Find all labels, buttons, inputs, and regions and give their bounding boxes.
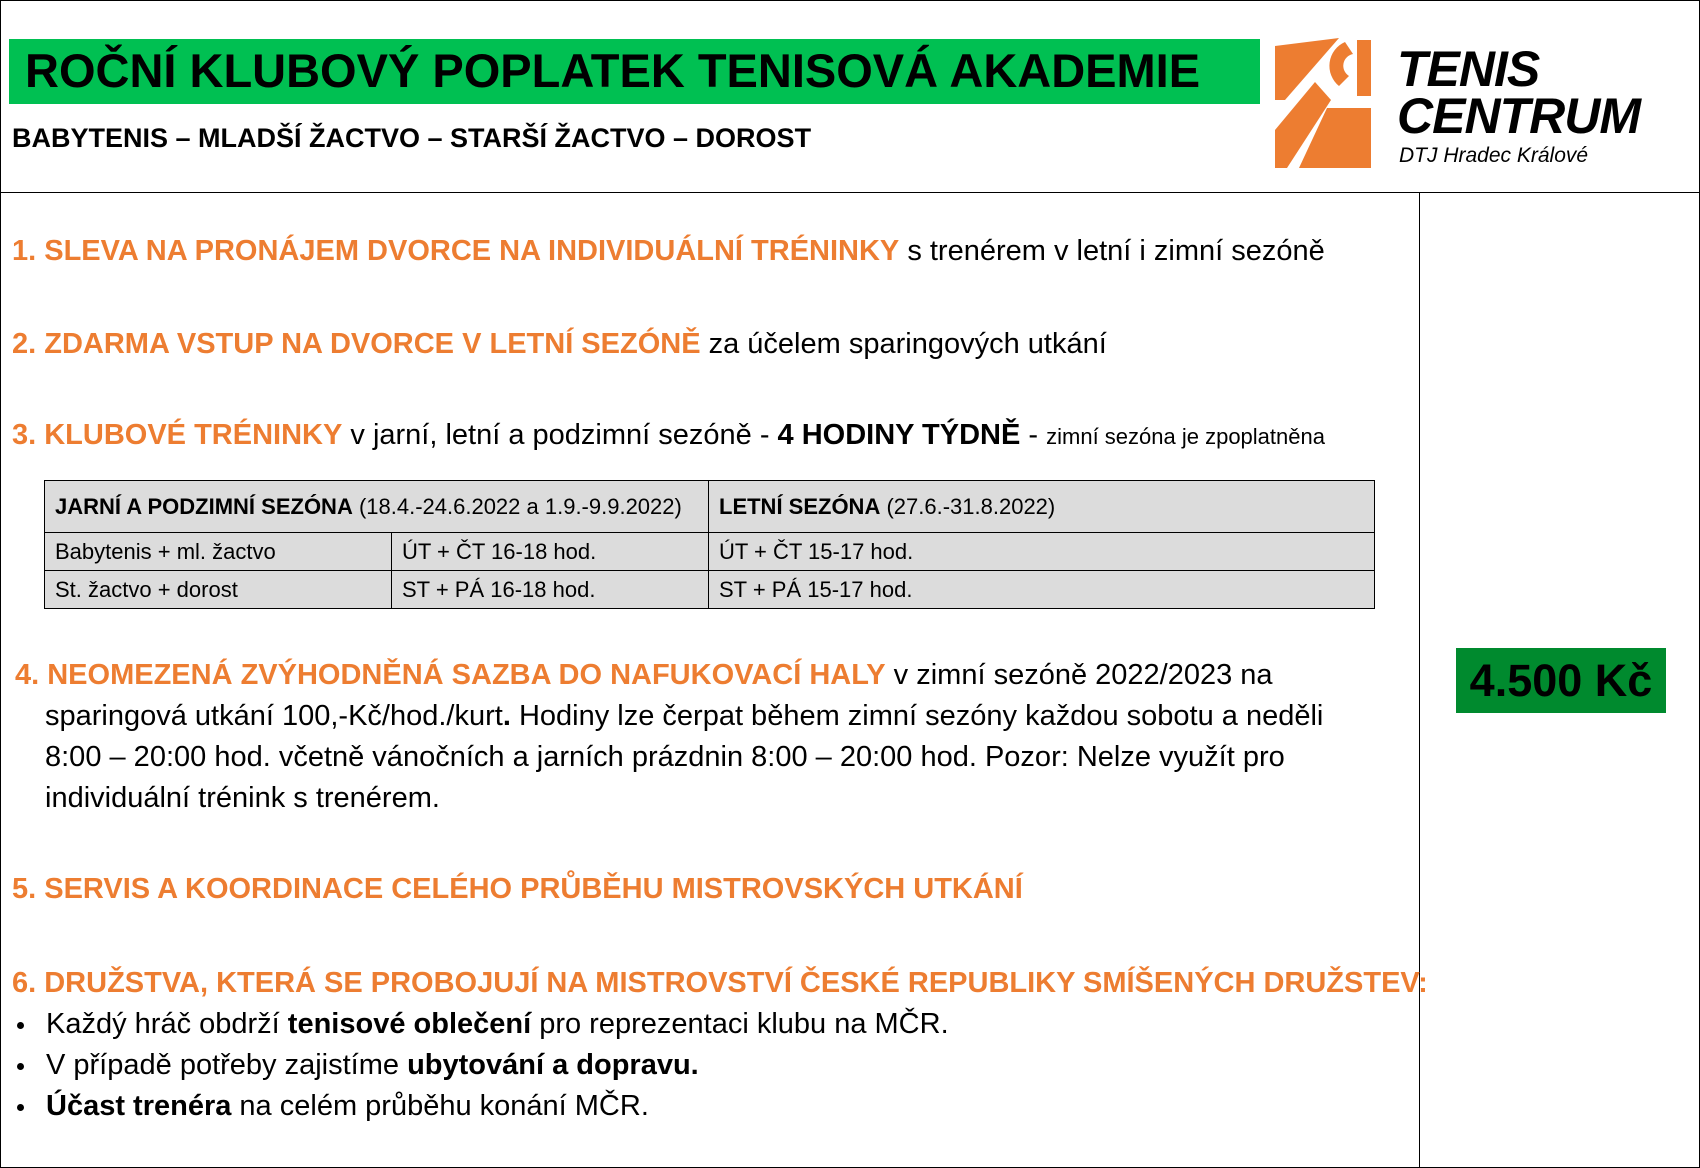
benefit-4-text: v zimní sezóně 2022/2023 na	[885, 659, 1273, 691]
list-item	[14, 1086, 949, 1127]
benefit-4-rate: sparingová utkání 100,-Kč/hod./kurt	[45, 700, 503, 732]
benefit-4-line1	[15, 655, 1410, 696]
bullet-icon	[17, 1104, 24, 1111]
bullet-icon	[17, 1022, 24, 1029]
benefit-4-period: .	[502, 700, 511, 732]
summer-cell: ST + PÁ 15-17 hod.	[709, 571, 1375, 609]
summer-cell: ÚT + ČT 15-17 hod.	[709, 533, 1375, 571]
list-item-bold: Účast trenéra	[46, 1090, 232, 1122]
benefit-2-text: za účelem sparingových utkání	[700, 328, 1107, 360]
benefit-1-text: s trenérem v letní i zimní sezóně	[899, 235, 1325, 267]
benefit-3-text: v jarní, letní a podzimní sezóně -	[342, 419, 778, 451]
benefit-3-dash: -	[1020, 419, 1047, 451]
summer-dates: (27.6.-31.8.2022)	[880, 493, 1056, 519]
header-divider	[0, 192, 1700, 193]
price-badge	[1456, 648, 1666, 713]
benefit-4-heading: 4. NEOMEZENÁ ZVÝHODNĚNÁ SAZBA DO NAFUKOVACÍ HALY	[15, 659, 886, 691]
page-title: ROČNÍ KLUBOVÝ POPLATEK TENISOVÁ AKADEMIE	[25, 44, 1201, 97]
benefit-3-hours: 4 HODINY TÝDNĚ	[777, 419, 1021, 451]
spring-autumn-label: JARNÍ A PODZIMNÍ SEZÓNA	[55, 493, 353, 519]
list-item-bold: tenisové oblečení	[287, 1008, 532, 1040]
list-item	[14, 1004, 949, 1045]
benefit-4-hours-text: Hodiny lze čerpat během zimní sezóny každou sobotu a neděli	[510, 700, 1324, 732]
table-row	[45, 533, 1375, 571]
benefit-3	[12, 418, 1325, 454]
title-banner	[9, 39, 1260, 104]
spring-autumn-header	[45, 481, 709, 533]
logo-subtitle: DTJ Hradec Králové	[1399, 144, 1589, 167]
benefit-4-line4: individuální trénink s trenérem.	[45, 782, 440, 814]
list-item-text: na celém průběhu konání MČR.	[231, 1090, 649, 1122]
spring-autumn-cell: ÚT + ČT 16-18 hod.	[392, 533, 709, 571]
page-subtitle: BABYTENIS – MLADŠÍ ŽACTVO – STARŠÍ ŽACTVO – DOROST	[12, 123, 812, 153]
benefit-6-heading: 6. DRUŽSTVA, KTERÁ SE PROBOJUJÍ NA MISTROVSTVÍ ČESKÉ REPUBLIKY SMÍŠENÝCH DRUŽSTEV:	[12, 967, 1428, 999]
logo-text-line2: CENTRUM	[1397, 88, 1640, 144]
summer-header	[709, 481, 1375, 533]
list-item-text: V případě potřeby zajistíme	[46, 1049, 408, 1081]
price-value: 4.500 Kč	[1469, 654, 1653, 706]
benefit-1	[12, 234, 1325, 268]
group-cell: St. žactvo + dorost	[45, 571, 392, 609]
logo-text-line1: TENIS	[1397, 41, 1540, 97]
benefit-2	[12, 327, 1107, 361]
column-divider	[1419, 192, 1420, 1168]
team-benefits-list	[14, 1004, 949, 1127]
training-schedule-table	[44, 480, 1375, 609]
benefit-6	[12, 966, 1428, 1000]
list-item-bold: ubytování a dopravu.	[407, 1049, 699, 1081]
benefit-1-heading: 1. SLEVA NA PRONÁJEM DVORCE NA INDIVIDUÁLNÍ TRÉNINKY	[12, 235, 900, 267]
club-logo	[1275, 36, 1695, 176]
table-row	[45, 571, 1375, 609]
list-item	[14, 1045, 949, 1086]
benefit-4-line2	[15, 696, 1410, 737]
list-item-text: Každý hráč obdrží	[46, 1008, 288, 1040]
benefit-3-heading: 3. KLUBOVÉ TRÉNINKY	[12, 419, 343, 451]
benefit-2-heading: 2. ZDARMA VSTUP NA DVORCE V LETNÍ SEZÓNĚ	[12, 328, 701, 360]
group-cell: Babytenis + ml. žactvo	[45, 533, 392, 571]
benefit-5-heading: 5. SERVIS A KOORDINACE CELÉHO PRŮBĚHU MISTROVSKÝCH UTKÁNÍ	[12, 873, 1023, 905]
tennis-court-logo-icon	[1275, 38, 1371, 168]
benefit-3-note: zimní sezóna je zpoplatněna	[1046, 424, 1325, 449]
spring-autumn-dates: (18.4.-24.6.2022 a 1.9.-9.9.2022)	[352, 493, 682, 519]
summer-label: LETNÍ SEZÓNA	[719, 493, 881, 519]
benefit-4-line3: 8:00 – 20:00 hod. včetně vánočních a jarních prázdnin 8:00 – 20:00 hod. Pozor: Nelze využít pro	[45, 741, 1285, 773]
list-item-text: pro reprezentaci klubu na MČR.	[531, 1008, 949, 1040]
spring-autumn-cell: ST + PÁ 16-18 hod.	[392, 571, 709, 609]
bullet-icon	[17, 1063, 24, 1070]
benefit-4	[15, 655, 1410, 819]
benefit-5	[12, 872, 1023, 906]
table-header-row	[45, 481, 1375, 533]
